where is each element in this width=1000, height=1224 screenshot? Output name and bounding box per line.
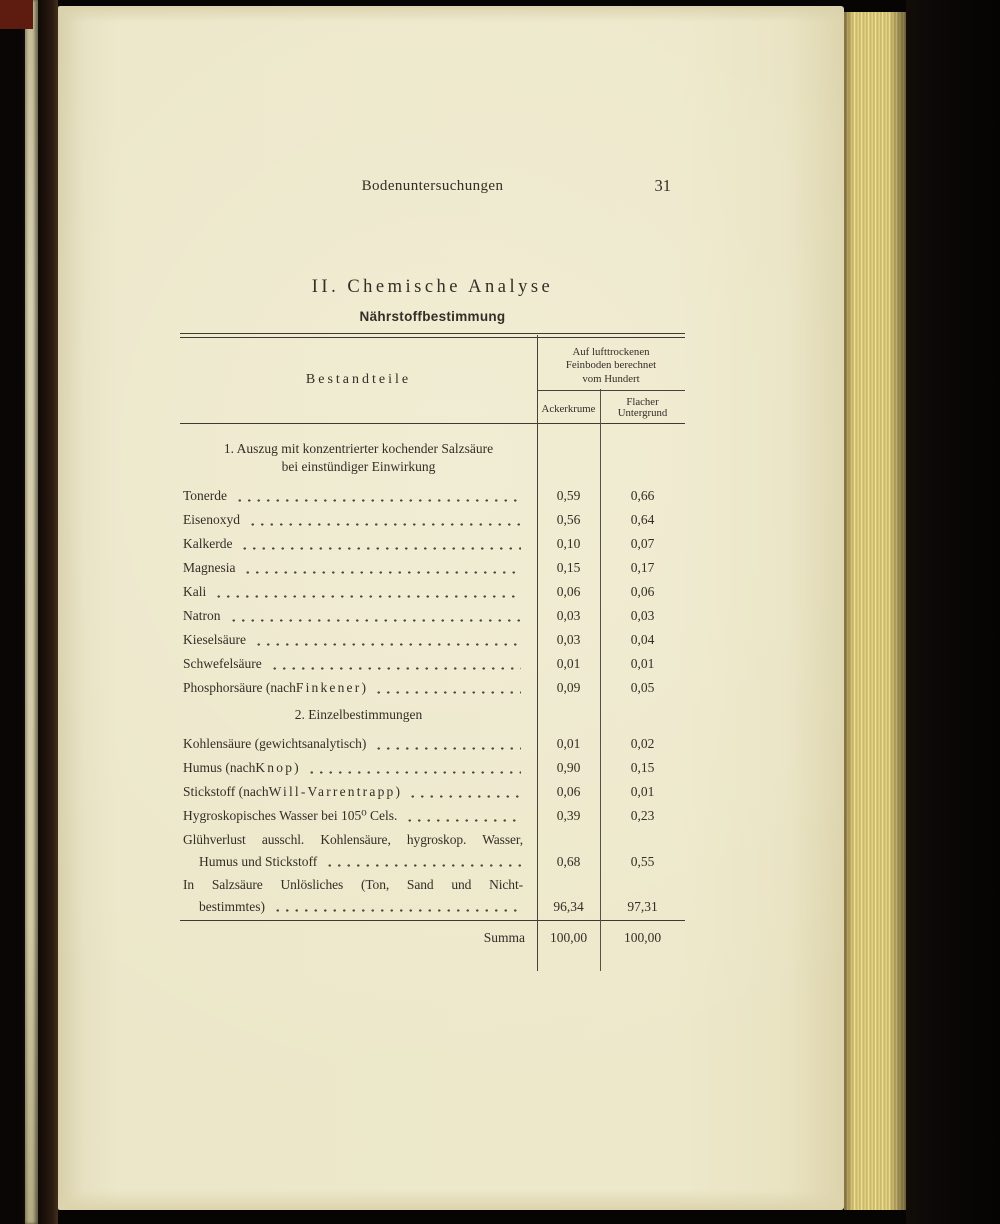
row-label-line1: Glühverlust ausschl. Kohlensäure, hygroskop. Wasser, xyxy=(183,831,523,847)
table-row xyxy=(180,580,685,604)
sub-column-headers xyxy=(537,391,685,423)
cell-untergrund: 0,06 xyxy=(630,583,655,599)
column-header-untergrund xyxy=(600,391,685,423)
cell-untergrund: 0,23 xyxy=(630,807,655,823)
cell-untergrund: 97,31 xyxy=(627,898,658,914)
cell-ackerkrume: 0,15 xyxy=(556,559,581,575)
table-row xyxy=(180,652,685,676)
column-header-group xyxy=(537,338,685,423)
row-label-line2 xyxy=(183,851,523,873)
row-label-name: Knop xyxy=(255,759,295,775)
book-cover xyxy=(906,0,1000,1224)
row-label-name: Finkener xyxy=(295,679,362,695)
row-label-cell xyxy=(180,652,537,676)
dot-leader xyxy=(227,604,522,628)
dot-leader xyxy=(372,732,521,756)
table-row xyxy=(180,732,685,756)
row-label-name: Will-Varrentrapp xyxy=(268,783,396,799)
table-divider-sub xyxy=(600,389,601,971)
row-label-cell xyxy=(180,829,537,873)
table-row xyxy=(180,484,685,508)
cell-ackerkrume: 0,90 xyxy=(556,759,581,775)
header-caption-line: Feinboden berechnet xyxy=(565,359,657,371)
table-header xyxy=(180,338,685,423)
cell-ackerkrume: 0,68 xyxy=(556,853,581,869)
row-label: Eisenoxyd xyxy=(183,511,240,527)
row-label-cell xyxy=(180,556,537,580)
table-row xyxy=(180,604,685,628)
row-label-cell xyxy=(180,484,537,508)
dot-leader xyxy=(252,628,521,652)
row-label-cell xyxy=(180,676,537,700)
row-label-cell xyxy=(180,532,537,556)
table-row xyxy=(180,756,685,780)
row-label-cell xyxy=(180,628,537,652)
analysis-table xyxy=(180,333,685,971)
cell-ackerkrume: 0,10 xyxy=(556,535,581,551)
row-label: Stickstoff (nach xyxy=(183,783,269,799)
cell-untergrund: 0,64 xyxy=(630,511,655,527)
running-head-title: Bodenuntersuchungen xyxy=(361,178,504,194)
row-label-cell xyxy=(180,732,537,756)
section-heading-line: bei einstündiger Einwirkung xyxy=(281,458,436,474)
dot-leader xyxy=(233,484,521,508)
row-label: ) xyxy=(294,759,299,775)
table-row xyxy=(180,628,685,652)
summa-row xyxy=(180,921,685,955)
row-label-cell xyxy=(180,508,537,532)
summa-label: Summa xyxy=(483,929,525,945)
table-row xyxy=(180,804,685,828)
cell-untergrund: 0,55 xyxy=(630,853,655,869)
section-heading xyxy=(180,706,537,724)
row-label-continuation: Humus und Stickstoff xyxy=(199,853,318,869)
column-header-untergrund-line: Untergrund xyxy=(617,407,668,419)
row-label-cell xyxy=(180,804,537,828)
table-row xyxy=(180,532,685,556)
row-label-line1: In Salzsäure Unlösliches (Ton, Sand und Nicht- xyxy=(183,876,523,892)
cell-ackerkrume: 96,34 xyxy=(553,898,584,914)
row-label: Schwefelsäure xyxy=(183,655,262,671)
table-row xyxy=(180,780,685,804)
column-header-bestandteile: Bestandteile xyxy=(305,372,412,387)
table-body xyxy=(180,424,685,918)
section-heading-line: 2. Einzelbestimmungen xyxy=(294,706,423,722)
cell-untergrund: 0,02 xyxy=(630,735,655,751)
row-label: Tonerde xyxy=(183,487,228,503)
cell-untergrund: 0,04 xyxy=(630,631,655,647)
table-row xyxy=(180,676,685,700)
cell-untergrund: 0,07 xyxy=(630,535,655,551)
row-label-cell xyxy=(180,874,537,918)
dot-leader xyxy=(246,508,521,532)
section-heading-line: 1. Auszug mit konzentrierter kochender Salzsäure xyxy=(223,440,494,456)
page-number: 31 xyxy=(654,176,671,195)
dot-leader xyxy=(406,780,521,804)
summa-value-ackerkrume: 100,00 xyxy=(549,929,588,945)
column-header-untergrund-line: Flacher xyxy=(626,395,659,408)
cell-ackerkrume: 0,06 xyxy=(556,583,581,599)
row-label: Natron xyxy=(183,607,221,623)
page-edge-stack xyxy=(844,12,906,1210)
cell-ackerkrume: 0,39 xyxy=(556,807,581,823)
table-row xyxy=(180,556,685,580)
cell-untergrund: 0,05 xyxy=(630,679,655,695)
cell-untergrund: 0,15 xyxy=(630,759,655,775)
cell-untergrund: 0,03 xyxy=(630,607,655,623)
dot-leader xyxy=(212,580,521,604)
row-label: Magnesia xyxy=(183,559,236,575)
row-label: Kalkerde xyxy=(183,535,233,551)
dot-leader xyxy=(403,804,521,828)
cell-ackerkrume: 0,56 xyxy=(556,511,581,527)
column-header-group-caption xyxy=(537,338,685,391)
row-label: Kali xyxy=(183,583,207,599)
column-header-ackerkrume: Ackerkrume xyxy=(541,403,596,415)
dot-leader xyxy=(271,896,521,918)
row-label-cell xyxy=(180,580,537,604)
table-divider-main xyxy=(537,335,538,971)
cell-ackerkrume: 0,01 xyxy=(556,655,581,671)
spine-corner-patch xyxy=(0,0,33,29)
dot-leader xyxy=(372,676,521,700)
row-label: Hygroskopisches Wasser bei 105⁰ Cels. xyxy=(183,807,398,823)
row-label-cell xyxy=(180,780,537,804)
row-label: ) xyxy=(395,783,400,799)
table-row xyxy=(180,829,685,873)
row-label-cell xyxy=(180,604,537,628)
row-label-cell xyxy=(180,756,537,780)
header-caption-line: Auf lufttrockenen xyxy=(572,345,650,358)
cell-untergrund: 0,01 xyxy=(630,783,655,799)
dot-leader xyxy=(238,532,521,556)
dot-leader xyxy=(305,756,521,780)
cell-ackerkrume: 0,59 xyxy=(556,487,581,503)
cell-ackerkrume: 0,03 xyxy=(556,631,581,647)
running-head xyxy=(180,178,685,195)
section-subtitle: Nährstoffbestimmung xyxy=(359,309,506,324)
cell-ackerkrume: 0,01 xyxy=(556,735,581,751)
dot-leader xyxy=(268,652,521,676)
header-caption-line: vom Hundert xyxy=(582,372,640,385)
table-tail xyxy=(180,955,685,971)
row-label: Phosphorsäure (nach xyxy=(183,679,296,695)
section-heading xyxy=(180,440,537,476)
cell-untergrund: 0,66 xyxy=(630,487,655,503)
dot-leader xyxy=(323,851,521,873)
dot-leader xyxy=(241,556,521,580)
row-label-continuation: bestimmtes) xyxy=(199,898,265,914)
row-label: Kohlensäure (gewichtsanalytisch) xyxy=(183,735,367,751)
row-label: ) xyxy=(361,679,366,695)
cell-ackerkrume: 0,06 xyxy=(556,783,581,799)
chapter-title: II. Chemische Analyse xyxy=(311,277,554,297)
row-label: Humus (nach xyxy=(183,759,256,775)
row-label-line2 xyxy=(183,896,523,918)
table-row xyxy=(180,874,685,918)
cell-ackerkrume: 0,09 xyxy=(556,679,581,695)
book-page xyxy=(58,6,844,1210)
summa-value-untergrund: 100,00 xyxy=(623,929,662,945)
cell-ackerkrume: 0,03 xyxy=(556,607,581,623)
cell-untergrund: 0,17 xyxy=(630,559,655,575)
row-label: Kieselsäure xyxy=(183,631,246,647)
cell-untergrund: 0,01 xyxy=(630,655,655,671)
table-row xyxy=(180,508,685,532)
adjacent-page-edge xyxy=(25,0,38,1224)
